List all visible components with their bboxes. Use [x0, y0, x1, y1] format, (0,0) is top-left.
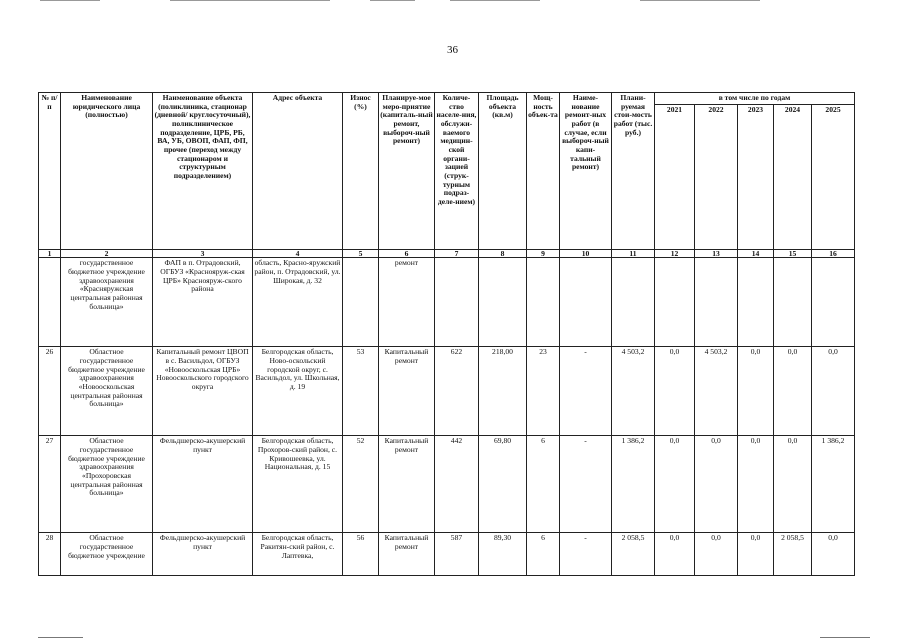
cell-2023: 0,0	[738, 436, 774, 533]
cell-area	[479, 258, 527, 347]
cell-2021: 0,0	[655, 436, 695, 533]
column-number: 3	[153, 249, 253, 258]
cell-object-name: Фельдшерско-акушерский пункт	[153, 436, 253, 533]
header-population: Количе-ство населе-ния, обслужи-ваемого медицин-ской органи-зацией (струк-турным подраз-деле-нием)	[435, 93, 479, 250]
cell-repair-works: -	[560, 436, 612, 533]
cell-repair-works: -	[560, 347, 612, 436]
capital-repair-table	[38, 92, 855, 576]
cell-address: Белгородская область, Ракитян-ский район, с. Лаптевка,	[253, 533, 343, 576]
cell-wear: 53	[343, 347, 379, 436]
cell-2023	[738, 258, 774, 347]
cell-2023: 0,0	[738, 347, 774, 436]
cell-wear: 52	[343, 436, 379, 533]
top-rule-mid2	[370, 0, 415, 1]
header-area: Площадь объекта (кв.м)	[479, 93, 527, 250]
cell-wear	[343, 258, 379, 347]
header-planned-cost: Плани-руемая стои-мость работ (тыс. руб.)	[612, 93, 655, 250]
cell-2025: 0,0	[812, 533, 855, 576]
header-by-years: в том числе по годам	[655, 93, 855, 105]
cell-num: 27	[39, 436, 61, 533]
header-year-2023: 2023	[738, 104, 774, 249]
cell-2025: 1 386,2	[812, 436, 855, 533]
cell-planned-event: Капитальный ремонт	[379, 533, 435, 576]
cell-legal-entity: Областное государственное бюджетное учреждение	[61, 533, 153, 576]
top-rule-right	[640, 0, 760, 1]
cell-capacity	[527, 258, 560, 347]
column-number: 16	[812, 249, 855, 258]
cell-num	[39, 258, 61, 347]
cell-population	[435, 258, 479, 347]
cell-planned-cost: 4 503,2	[612, 347, 655, 436]
header-planned-event: Планируе-мое меро-приятие (капиталь-ный ремонт, выбороч-ный ремонт)	[379, 93, 435, 250]
column-number: 9	[527, 249, 560, 258]
cell-2021: 0,0	[655, 533, 695, 576]
header-year-2022: 2022	[695, 104, 738, 249]
header-year-2021: 2021	[655, 104, 695, 249]
header-row	[39, 93, 855, 105]
cell-planned-cost: 1 386,2	[612, 436, 655, 533]
cell-2024	[774, 258, 812, 347]
cell-legal-entity: государственное бюджетное учреждение здравоохранения «Красняружская центральная районная больница»	[61, 258, 153, 347]
cell-capacity: 23	[527, 347, 560, 436]
cell-2025	[812, 258, 855, 347]
cell-planned-event: Капитальный ремонт	[379, 347, 435, 436]
page-number: 36	[447, 44, 458, 56]
table-row	[39, 436, 855, 533]
cell-2022: 0,0	[695, 533, 738, 576]
column-number: 4	[253, 249, 343, 258]
top-rule-mid3	[450, 0, 540, 1]
header-legal-entity: Наименование юридического лица (полностью)	[61, 93, 153, 250]
header-year-2025: 2025	[812, 104, 855, 249]
header-capacity: Мощ-ность объек-та	[527, 93, 560, 250]
cell-planned-cost	[612, 258, 655, 347]
cell-num: 28	[39, 533, 61, 576]
table-row	[39, 533, 855, 576]
top-rule-mid	[170, 0, 330, 1]
top-rule-left	[40, 0, 100, 1]
header-repair-works: Наиме-нование ремонт-ных работ (в случае, если выбороч-ный капи-тальный ремонт)	[560, 93, 612, 250]
column-number-row	[39, 249, 855, 258]
cell-address: Белгородская область, Ново-оскольский городской округ, с. Васильдол, ул. Школьная, д. 19	[253, 347, 343, 436]
cell-population: 587	[435, 533, 479, 576]
cell-object-name: ФАП в п. Отрадовский, ОГБУЗ «Краснояруж-ская ЦРБ» Краснояруж-ского района	[153, 258, 253, 347]
cell-2023: 0,0	[738, 533, 774, 576]
cell-planned-event: Капитальный ремонт	[379, 436, 435, 533]
column-number: 5	[343, 249, 379, 258]
table-row	[39, 347, 855, 436]
cell-2024: 0,0	[774, 436, 812, 533]
cell-2022: 4 503,2	[695, 347, 738, 436]
cell-area: 69,80	[479, 436, 527, 533]
column-number: 1	[39, 249, 61, 258]
cell-repair-works	[560, 258, 612, 347]
column-number: 15	[774, 249, 812, 258]
header-wear: Износ (%)	[343, 93, 379, 250]
cell-2025: 0,0	[812, 347, 855, 436]
column-number: 7	[435, 249, 479, 258]
cell-population: 442	[435, 436, 479, 533]
column-number: 13	[695, 249, 738, 258]
cell-address: область, Красно-яружский район, п. Отрадовский, ул. Широкая, д. 32	[253, 258, 343, 347]
cell-capacity: 6	[527, 533, 560, 576]
header-object-name: Наименование объекта (поликлиника, стационар (дневной/ круглосуточный), поликлиническое подразделение, ЦРБ, РБ, ВА, УБ, ОВОП, ФАП, ФП, прочее (переход между стационаром и структурным подразделением)	[153, 93, 253, 250]
column-number: 14	[738, 249, 774, 258]
cell-wear: 56	[343, 533, 379, 576]
cell-repair-works: -	[560, 533, 612, 576]
cell-capacity: 6	[527, 436, 560, 533]
bottom-rule-right	[820, 637, 870, 638]
cell-2024: 0,0	[774, 347, 812, 436]
cell-area: 89,30	[479, 533, 527, 576]
column-number: 12	[655, 249, 695, 258]
column-number: 6	[379, 249, 435, 258]
cell-object-name: Фельдшерско-акушерский пункт	[153, 533, 253, 576]
column-number: 11	[612, 249, 655, 258]
cell-address: Белгородская область, Прохоров-ский район, с. Кривошеевка, ул. Национальная, д. 15	[253, 436, 343, 533]
cell-planned-cost: 2 058,5	[612, 533, 655, 576]
cell-legal-entity: Областное государственное бюджетное учреждение здравоохранения «Прохоровская центральная районная больница»	[61, 436, 153, 533]
cell-2022	[695, 258, 738, 347]
cell-object-name: Капитальный ремонт ЦВОП в с. Васильдол, ОГБУЗ «Новооскольская ЦРБ» Новооскольского городского округа	[153, 347, 253, 436]
column-number: 2	[61, 249, 153, 258]
cell-2024: 2 058,5	[774, 533, 812, 576]
cell-2021	[655, 258, 695, 347]
cell-area: 218,00	[479, 347, 527, 436]
column-number: 10	[560, 249, 612, 258]
header-num: № п/п	[39, 93, 61, 250]
cell-2021: 0,0	[655, 347, 695, 436]
cell-population: 622	[435, 347, 479, 436]
header-address: Адрес объекта	[253, 93, 343, 250]
column-number: 8	[479, 249, 527, 258]
cell-legal-entity: Областное государственное бюджетное учреждение здравоохранения «Новооскольская центральная районная больница»	[61, 347, 153, 436]
cell-num: 26	[39, 347, 61, 436]
bottom-rule-left	[38, 637, 83, 638]
table-row	[39, 258, 855, 347]
cell-2022: 0,0	[695, 436, 738, 533]
header-year-2024: 2024	[774, 104, 812, 249]
cell-planned-event: ремонт	[379, 258, 435, 347]
